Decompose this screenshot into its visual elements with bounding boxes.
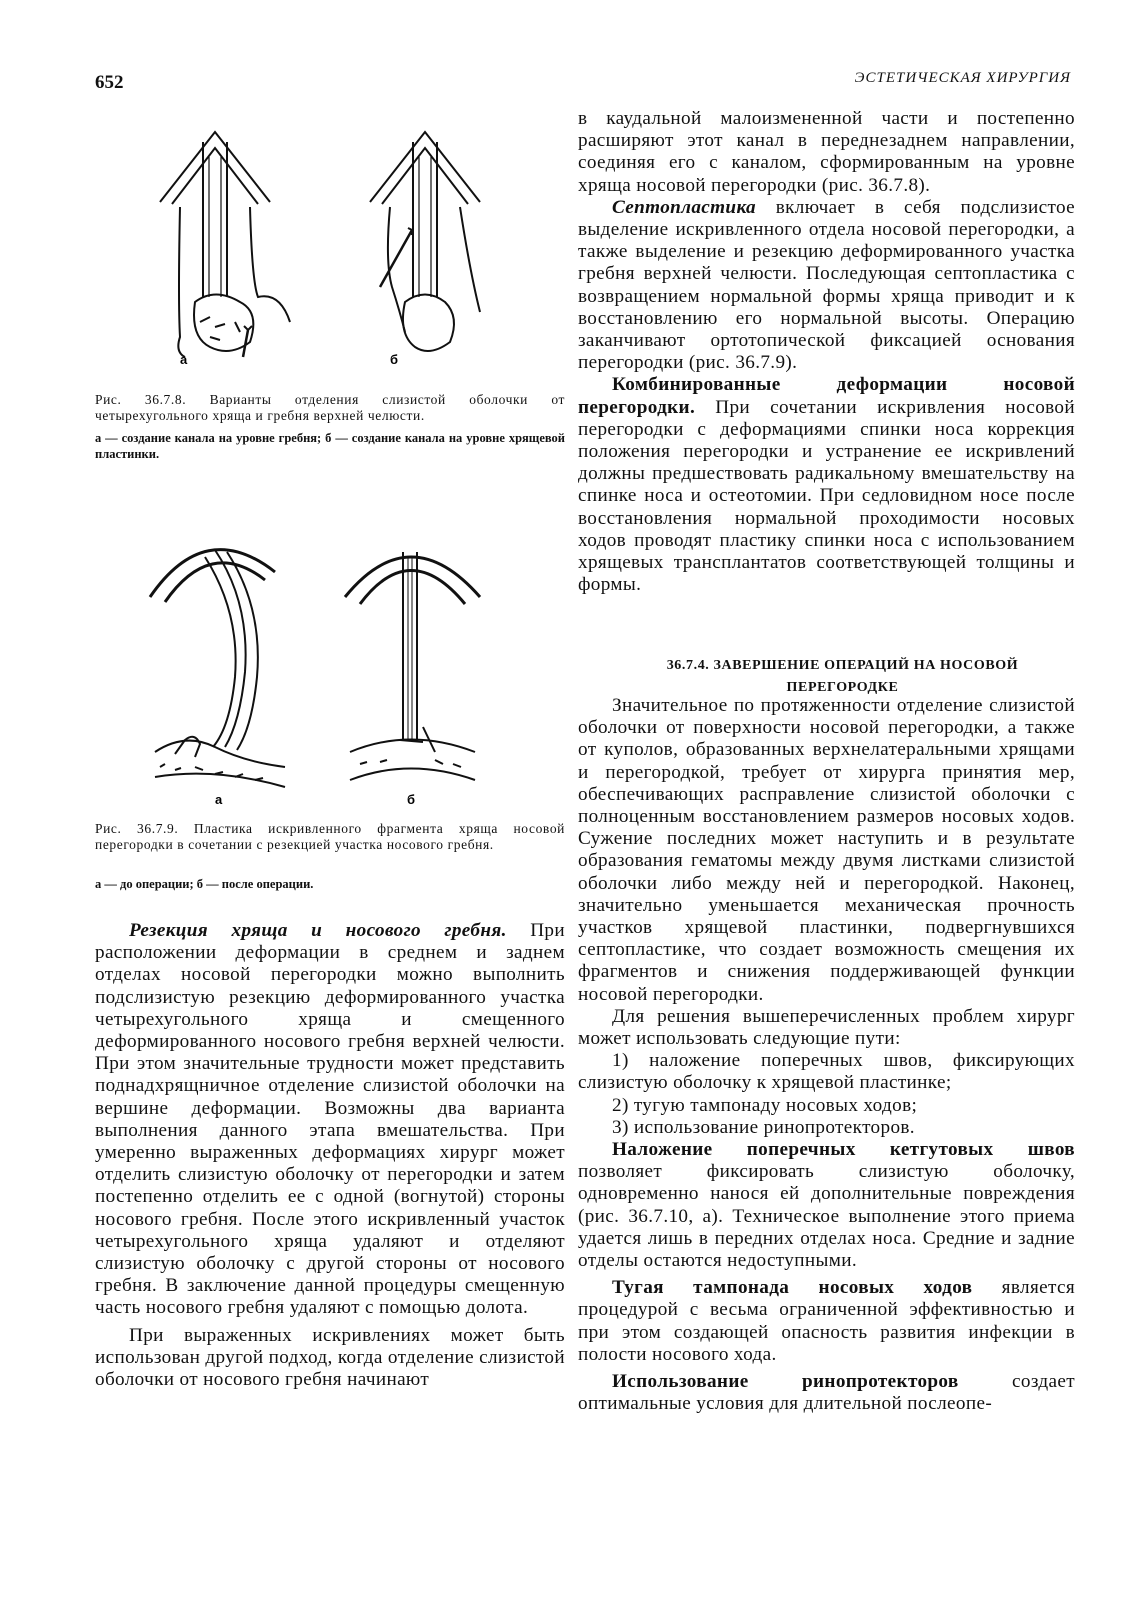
figure-36-7-8 [140,112,560,374]
figure-36-7-8-caption: Рис. 36.7.8. Варианты отделения слизистой оболочки от четырехугольного хряща и гребня верхней челюсти. [95,392,565,423]
figure-36-7-9-caption: Рис. 36.7.9. Пластика искривленного фрагмента хряща носовой перегородки в сочетании с резекцией участка носового гребня. [95,821,565,852]
section-title: 36.7.4. ЗАВЕРШЕНИЕ ОПЕРАЦИЙ НА НОСОВОЙ ПЕРЕГОРОДКЕ [666,658,1019,695]
heading-sutures: Наложение поперечных кетгутовых швов [612,1139,1075,1161]
figure-36-7-9-label-b: б [407,792,416,807]
paragraph-combined-text: При сочетании искривления носовой перегородки с деформациями спинки носа коррекция положения перегородки и устранение ее искривлений должны предшествовать радикальному вмешательству на спинке носа и остеотомии. При седловидном носе после восстановления нормальной проходимости носовых ходов проводят пластику спинки носа с использованием хрящевых трансплантатов соответствующей толщины и формы. [578,396,1075,596]
list-item-1: 1) наложение поперечных швов, фиксирующих слизистую оболочку к хрящевой пластинке; [578,1050,1075,1094]
paragraph-septoplasty-text: включает в себя подслизистое выделение искривленного отдела носовой перегородки, а также выделение и резекцию деформированного участка гребня верхней челюсти. Последующая септопластика с возвращением нормальной формы хряща приводит и к восстановлению его нормальной высоты. Операцию заканчивают ортотопической фиксацией основания перегородки (рис. 36.7.9). [578,196,1075,374]
paragraph-completion: Значительное по протяженности отделение слизистой оболочки от поверхности носовой перегородки, а также от куполов, образованных верхнелатеральными хрящами и перегородкой, требует от хирурга принятия мер, обеспечивающих расправление слизистой оболочки с полноценным восстановлением размеров носовых ходов. Сужение последних может наступить и в результате образования гематомы между двумя листками слизистой оболочки либо между ней и перегородкой. Наконец, значительно уменьшается механическая прочность участков хрящевой пластинки, подвергнувшихся септопластике, что создает возможность смещения их фрагментов и снижения поддерживающей функции носовой перегородки. [578,695,1075,1005]
paragraph-sutures-text: позволяет фиксировать слизистую оболочку, одновременно нанося ей дополнительные повреждения (рис. 36.7.10, а). Техническое выполнение этого приема удается лишь в передних отделах носа. Средние и задние отделы остаются недоступными. [578,1161,1075,1272]
figure-36-7-8-legend: а — создание канала на уровне гребня; б — создание канала на уровне хрящевой пластинки. [95,431,565,461]
running-head: ЭСТЕТИЧЕСКАЯ ХИРУРГИЯ [854,70,1071,86]
paragraph-resection-text: При расположении деформации в среднем и заднем отделах носовой перегородки можно выполнить подслизистую резекцию деформированного участка четырехугольного хряща и смещенного деформированного носового гребня верхней челюсти. При этом значительные трудности может представить поднадхрящничное отделение слизистой оболочки на вершине деформации. Возможны два варианта выполнения данного этапа вмешательства. При умеренно выраженных деформациях хирург может отделить слизистую оболочку от перегородки и затем постепенно отделить ее с одной (вогнутой) стороны носового гребня. После этого искривленный участок четырехугольного хряща удаляют и отделяют слизистую оболочку с другой стороны от носового гребня. В заключение данной процедуры смещенную часть носового гребня удаляют с помощью долота. [95,920,565,1319]
paragraph-continuation: в каудальной малоизмененной части и постепенно расширяют этот канал в переднезаднем направлении, соединяя его с каналом, сформированным на уровне хряща носовой перегородки (рис. 36.7.8). [578,108,1075,196]
paragraph-tamponade-text: является процедурой с весьма ограниченной эффективностью и при этом создающей опасность развития инфекции в полости носового хода. [578,1277,1075,1365]
right-column-bottom [578,695,1075,1416]
paragraph-other-approach: При выраженных искривлениях может быть использован другой подход, когда отделение слизистой оболочки от носового гребня начинают [95,1324,565,1391]
heading-septoplasty: Септопластика [612,196,756,218]
page-number: 652 [95,72,124,93]
heading-resection: Резекция хряща и носового гребня. [129,920,507,941]
list-item-3: 3) использование ринопротекторов. [612,1116,915,1138]
paragraph-resection [95,920,565,1320]
paragraph-septoplasty [578,197,1075,375]
figure-36-7-9 [145,512,565,812]
heading-combined: Комбинированные деформации носовой перегородки. [578,374,1075,418]
left-column [95,920,565,1391]
paragraph-rhinoprotectors-text: создает оптимальные условия для длительной послеопе- [578,1371,1075,1415]
paragraph-rhinoprotectors [578,1371,1075,1415]
heading-rhinoprotectors: Использование ринопротекторов [612,1371,959,1393]
list-item-2: 2) тугую тампонаду носовых ходов; [612,1094,918,1116]
figure-36-7-9-label-a: а [215,792,223,807]
paragraph-ways: Для решения вышеперечисленных проблем хирург может использовать следующие пути: [578,1005,1075,1050]
figure-36-7-9-drawing [145,512,565,812]
figure-36-7-8-label-b: б [390,352,399,367]
figure-36-7-8-label-a: а [180,352,188,367]
right-column-top [578,108,1075,596]
paragraph-combined [578,374,1075,596]
paragraph-tamponade [578,1277,1075,1366]
heading-tamponade: Тугая тампонада носовых ходов [612,1277,973,1299]
paragraph-sutures [578,1139,1075,1272]
figure-36-7-9-legend: а — до операции; б — после операции. [95,877,314,891]
figure-36-7-8-drawing [140,112,560,374]
